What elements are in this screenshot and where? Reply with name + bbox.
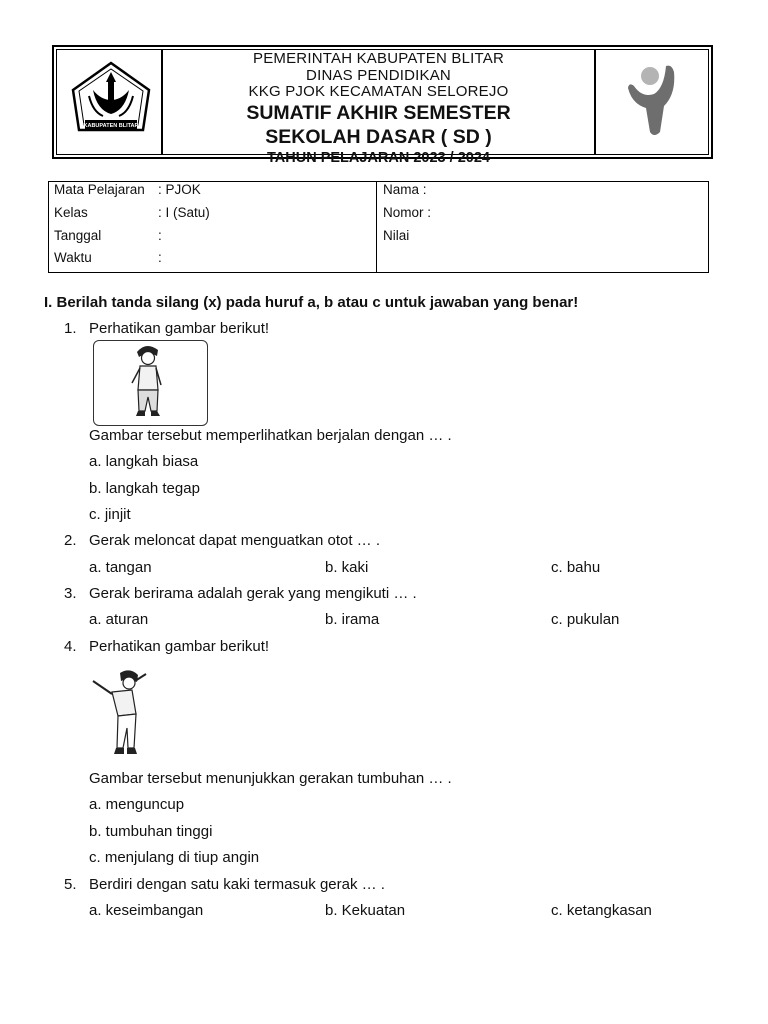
question-2-number: 2. (64, 532, 77, 549)
question-1-option-c[interactable]: c. jinjit (89, 506, 131, 523)
exam-title: SUMATIF AKHIR SEMESTER (246, 101, 511, 124)
question-1-illustration-frame (93, 340, 208, 426)
header-text-cell (163, 50, 596, 166)
section-instruction: I. Berilah tanda silang (x) pada huruf a, b atau c untuk jawaban yang benar! (44, 294, 579, 311)
date-value: : (158, 228, 162, 243)
question-5-option-b[interactable]: b. Kekuatan (325, 902, 406, 919)
class-label: Kelas (54, 205, 88, 220)
kabupaten-blitar-emblem-icon (63, 60, 159, 140)
time-value: : (158, 250, 162, 265)
question-2-option-c[interactable]: c. bahu (551, 559, 601, 576)
academic-year: TAHUN PELAJARAN 2023 / 2024 (267, 149, 490, 166)
header-icon-cell (596, 50, 708, 154)
header-kkg: KKG PJOK KECAMATAN SELOREJO (248, 83, 509, 100)
question-1-option-b[interactable]: b. langkah tegap (89, 480, 200, 497)
question-3-option-b[interactable]: b. irama (325, 611, 380, 628)
time-label: Waktu (54, 250, 92, 265)
header-logo-cell (57, 50, 163, 154)
school-level: SEKOLAH DASAR ( SD ) (265, 125, 492, 148)
question-3-text: Gerak berirama adalah gerak yang mengikuti … . (89, 585, 417, 602)
student-identity-table (48, 181, 709, 273)
exam-header (52, 45, 713, 166)
class-value: : I (Satu) (158, 205, 210, 220)
question-3-option-c[interactable]: c. pukulan (551, 611, 620, 628)
question-5-number: 5. (64, 876, 77, 893)
question-2-text: Gerak meloncat dapat menguatkan otot … . (89, 532, 380, 549)
identity-left-column (49, 182, 377, 272)
question-3-option-a[interactable]: a. aturan (89, 611, 149, 628)
identity-right-column (377, 182, 708, 272)
question-4-prompt: Gambar tersebut menunjukkan gerakan tumbuhan … . (89, 770, 452, 787)
question-1-number: 1. (64, 320, 77, 337)
pjok-figure-logo-icon (614, 58, 694, 142)
header-department: DINAS PENDIDIKAN (306, 66, 451, 84)
question-4-option-b[interactable]: b. tumbuhan tinggi (89, 823, 213, 840)
question-4-option-a[interactable]: a. menguncup (89, 796, 185, 813)
question-4-option-c[interactable]: c. menjulang di tiup angin (89, 849, 260, 866)
number-field[interactable]: Nomor : (383, 205, 432, 220)
header-government: PEMERINTAH KABUPATEN BLITAR (253, 50, 504, 67)
subject-label: Mata Pelajaran (54, 182, 145, 197)
question-2-option-b[interactable]: b. kaki (325, 559, 369, 576)
score-field[interactable]: Nilai (383, 228, 410, 243)
question-3-number: 3. (64, 585, 77, 602)
logo-banner-text: KABUPATEN BLITAR (83, 123, 139, 129)
date-label: Tanggal (54, 228, 102, 243)
question-1-prompt: Gambar tersebut memperlihatkan berjalan dengan … . (89, 427, 452, 444)
name-field[interactable]: Nama : (383, 182, 427, 197)
question-5-option-c[interactable]: c. ketangkasan (551, 902, 652, 919)
question-5-text: Berdiri dengan satu kaki termasuk gerak … . (89, 876, 385, 893)
boy-arms-raised-illustration-icon (90, 668, 154, 760)
question-4-number: 4. (64, 638, 77, 655)
question-1-option-a[interactable]: a. langkah biasa (89, 453, 199, 470)
question-5-option-a[interactable]: a. keseimbangan (89, 902, 204, 919)
subject-value: : PJOK (158, 182, 201, 197)
boy-walking-illustration-icon (94, 341, 206, 423)
question-1-text: Perhatikan gambar berikut! (89, 320, 270, 337)
question-2-option-a[interactable]: a. tangan (89, 559, 152, 576)
question-4-text: Perhatikan gambar berikut! (89, 638, 270, 655)
